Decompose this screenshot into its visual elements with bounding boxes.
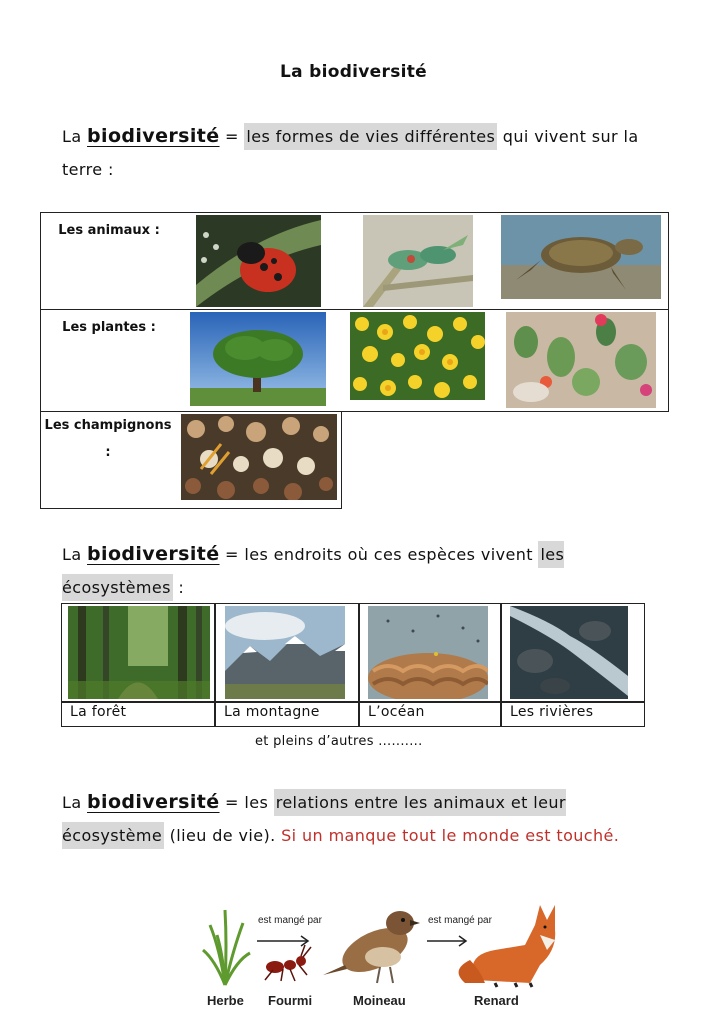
animals-row — [40, 212, 669, 310]
definition-prefix: La — [62, 545, 82, 564]
food-chain-label: Herbe — [207, 993, 244, 1008]
more-examples-text: et pleins d’autres .......... — [255, 734, 423, 749]
row-divider — [62, 701, 644, 703]
highlighted-phrase: les écosystèmes — [62, 541, 564, 601]
equals-sign: = — [225, 793, 239, 812]
arrow-icon — [427, 936, 466, 946]
equals-sign: = — [225, 127, 239, 146]
ant-icon — [265, 945, 311, 981]
cactus-photo — [506, 312, 656, 408]
highlighted-phrase: relations entre les animaux et leur écosystème — [62, 789, 566, 849]
column-divider — [500, 604, 502, 726]
daffodils-photo — [350, 312, 485, 400]
page-title: La biodiversité — [280, 62, 427, 82]
definition-3 — [62, 786, 622, 852]
sea-turtle-photo — [501, 215, 661, 299]
hummingbird-photo — [363, 215, 473, 307]
definition-2 — [62, 538, 652, 604]
highlighted-phrase: les formes de vies différentes — [244, 123, 497, 150]
plants-row — [40, 310, 669, 412]
food-chain-label: Fourmi — [268, 993, 313, 1008]
column-divider — [214, 604, 216, 726]
ladybug-photo — [196, 215, 321, 307]
mushrooms-row — [40, 411, 342, 509]
sparrow-icon — [323, 911, 420, 983]
ocean-photo — [368, 606, 488, 699]
colon: : — [178, 578, 185, 597]
definition-keyword: biodiversité — [87, 125, 220, 147]
food-chain-label: Moineau — [353, 993, 406, 1008]
mountain-photo — [225, 606, 345, 699]
arrow-icon — [257, 936, 308, 946]
definition-keyword: biodiversité — [87, 791, 220, 813]
definition-text: les — [244, 793, 269, 812]
plants-label: Les plantes : — [62, 320, 156, 335]
river-photo — [510, 606, 628, 699]
column-divider — [358, 604, 360, 726]
food-chain-illustration — [195, 895, 565, 990]
definition-text: les endroits où ces espèces vivent — [244, 545, 533, 564]
mushrooms-label: Les champignons : — [44, 418, 172, 460]
ecosystem-caption: La montagne — [224, 704, 320, 720]
definition-prefix: La — [62, 793, 82, 812]
forest-photo — [68, 606, 210, 699]
arrow-label: est mangé par — [428, 915, 492, 926]
definition-1 — [62, 120, 652, 186]
definition-prefix: La — [62, 127, 82, 146]
tree-photo — [190, 312, 326, 406]
grass-icon — [203, 910, 250, 985]
ecosystem-caption: La forêt — [70, 704, 127, 720]
ecosystem-caption: Les rivières — [510, 704, 594, 720]
definition-rest: qui vivent sur la terre : — [62, 127, 639, 179]
ecosystem-caption: L’océan — [368, 704, 425, 720]
food-chain-label: Renard — [474, 993, 519, 1008]
arrow-label: est mangé par — [258, 915, 322, 926]
equals-sign: = — [225, 545, 239, 564]
mushrooms-photo — [181, 414, 337, 500]
definition-keyword: biodiversité — [87, 543, 220, 565]
animals-label: Les animaux : — [58, 223, 160, 238]
warning-text: Si un manque tout le monde est touché. — [281, 826, 620, 845]
ecosystems-table — [61, 603, 645, 727]
definition-text: (lieu de vie). — [169, 826, 276, 845]
